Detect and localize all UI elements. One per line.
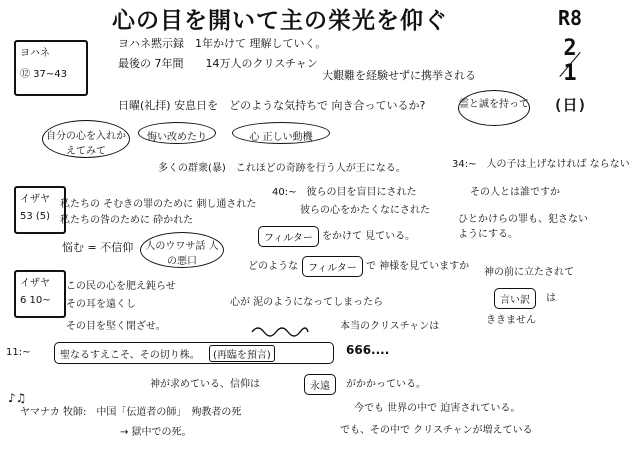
bottom-line-1: 神が求めている、信仰は bbox=[150, 379, 260, 390]
note-11-prefix: 11:~ bbox=[6, 347, 31, 358]
book-icon-john bbox=[14, 40, 88, 96]
filter-label-2: フィルター bbox=[302, 256, 363, 277]
john-line-2: 最後の 7年間 14万人のクリスチャン bbox=[118, 57, 318, 70]
true-christian-line-1: 本当のクリスチャンは bbox=[340, 321, 440, 332]
bottom-right-1: 今でも 世界の中で 迫害されている。 bbox=[354, 403, 521, 414]
excuse-label: 言い訳 bbox=[494, 288, 536, 309]
bubble-right-motive: 心 正しい動機 bbox=[232, 122, 330, 144]
note-11-frame bbox=[54, 342, 334, 364]
john-line-5: 多くの群衆(暴) これほどの奇跡を行う人が王になる。 bbox=[158, 163, 406, 174]
bottom-line-1b: がかかっている。 bbox=[346, 379, 426, 390]
verse40-line-2: 彼らの心をかたくなにされた bbox=[300, 205, 430, 216]
isaiah6-line-2: その耳を遠くし bbox=[66, 299, 136, 310]
book-name: ヨハネ bbox=[20, 48, 50, 59]
bubble-truth: 霊と誠を持って bbox=[458, 90, 530, 126]
pastor-line: ヤマナカ 牧師: 中国「伝道者の師」 殉教者の死 bbox=[20, 407, 242, 418]
book-icon-isaiah-6 bbox=[14, 270, 66, 318]
bubble-heart: 自分の心を入れかえてみて bbox=[42, 120, 130, 158]
bottom-right-2: でも、その中で クリスチャンが増えている bbox=[340, 425, 533, 436]
john-line-1: ヨハネ黙示録 1年かけて 理解していく。 bbox=[118, 37, 327, 50]
date-day: 1 bbox=[563, 61, 577, 86]
book-ref: 53 (5) bbox=[20, 211, 51, 222]
before-god-line-1: 神の前に立たされて bbox=[484, 267, 574, 278]
date-year: R8 bbox=[557, 6, 583, 30]
music-note-icon: ♪♫ bbox=[8, 391, 27, 405]
right-line-2: その人とは誰ですか bbox=[470, 187, 560, 198]
note-11-box: (再臨を預言) bbox=[209, 345, 275, 362]
filter-label-1: フィルター bbox=[258, 226, 319, 247]
isaiah53-line-2: 私たちの咎のために 砕かれた bbox=[60, 215, 194, 226]
page-title: 心の目を開いて主の栄光を仰ぐ bbox=[112, 8, 448, 34]
isaiah6-line-1: この民の心を肥え鈍らせ bbox=[66, 281, 176, 292]
book-name: イザヤ bbox=[20, 194, 50, 205]
note-11-text: 聖なるすえこそ、その切り株。 bbox=[60, 350, 200, 361]
book-ref: 6 10~ bbox=[20, 295, 51, 306]
date-weekday: (日) bbox=[553, 96, 587, 114]
isaiah6-line-3: その目を堅く閉ざせ。 bbox=[66, 321, 166, 332]
isaiah53-line-3: 悩む = 不信仰 bbox=[62, 241, 134, 254]
isaiah53-line-1: 私たちの そむきの罪のために 刺し通された bbox=[60, 199, 257, 210]
verse40-text-2b: で 神様を見ていますか bbox=[366, 261, 470, 272]
date-block bbox=[548, 6, 592, 115]
right-line-1: 34:~ 人の子は上げなければ ならない bbox=[452, 159, 630, 170]
book-icon-isaiah-53 bbox=[14, 186, 66, 234]
right-line-3: ひとかけらの罪も、犯さないようにする。 bbox=[458, 214, 588, 240]
eternal-label: 永遠 bbox=[304, 374, 336, 395]
john-line-3: 大艱難を経験せずに携挙される bbox=[322, 69, 476, 82]
isaiah6-line-4: 心が 泥のようになってしまったら bbox=[230, 297, 384, 308]
mud-icon bbox=[250, 322, 310, 336]
verse40-text-2a: どのような bbox=[248, 261, 298, 272]
verse40-text-1: をかけて 見ている。 bbox=[322, 231, 416, 242]
verse40-line-1: 40:~ 彼らの目を盲目にされた bbox=[272, 187, 417, 198]
bubble-repent: 悔い改めたり bbox=[138, 122, 216, 144]
number-666: 666.... bbox=[346, 343, 390, 357]
before-god-line-2: ききません bbox=[486, 315, 536, 326]
date-month: 2 bbox=[563, 36, 577, 61]
john-line-4: 日曜(礼拝) 安息日を どのような気持ちで 向き合っているか? bbox=[118, 99, 426, 112]
bubble-gossip: 人のウワサ話 人の悪口 bbox=[140, 232, 224, 268]
book-name: イザヤ bbox=[20, 278, 50, 289]
before-god-line-1b: は bbox=[546, 293, 556, 304]
book-ref: ⑫ 37~43 bbox=[20, 69, 68, 80]
pastor-arrow-line: → 獄中での死。 bbox=[120, 427, 192, 438]
